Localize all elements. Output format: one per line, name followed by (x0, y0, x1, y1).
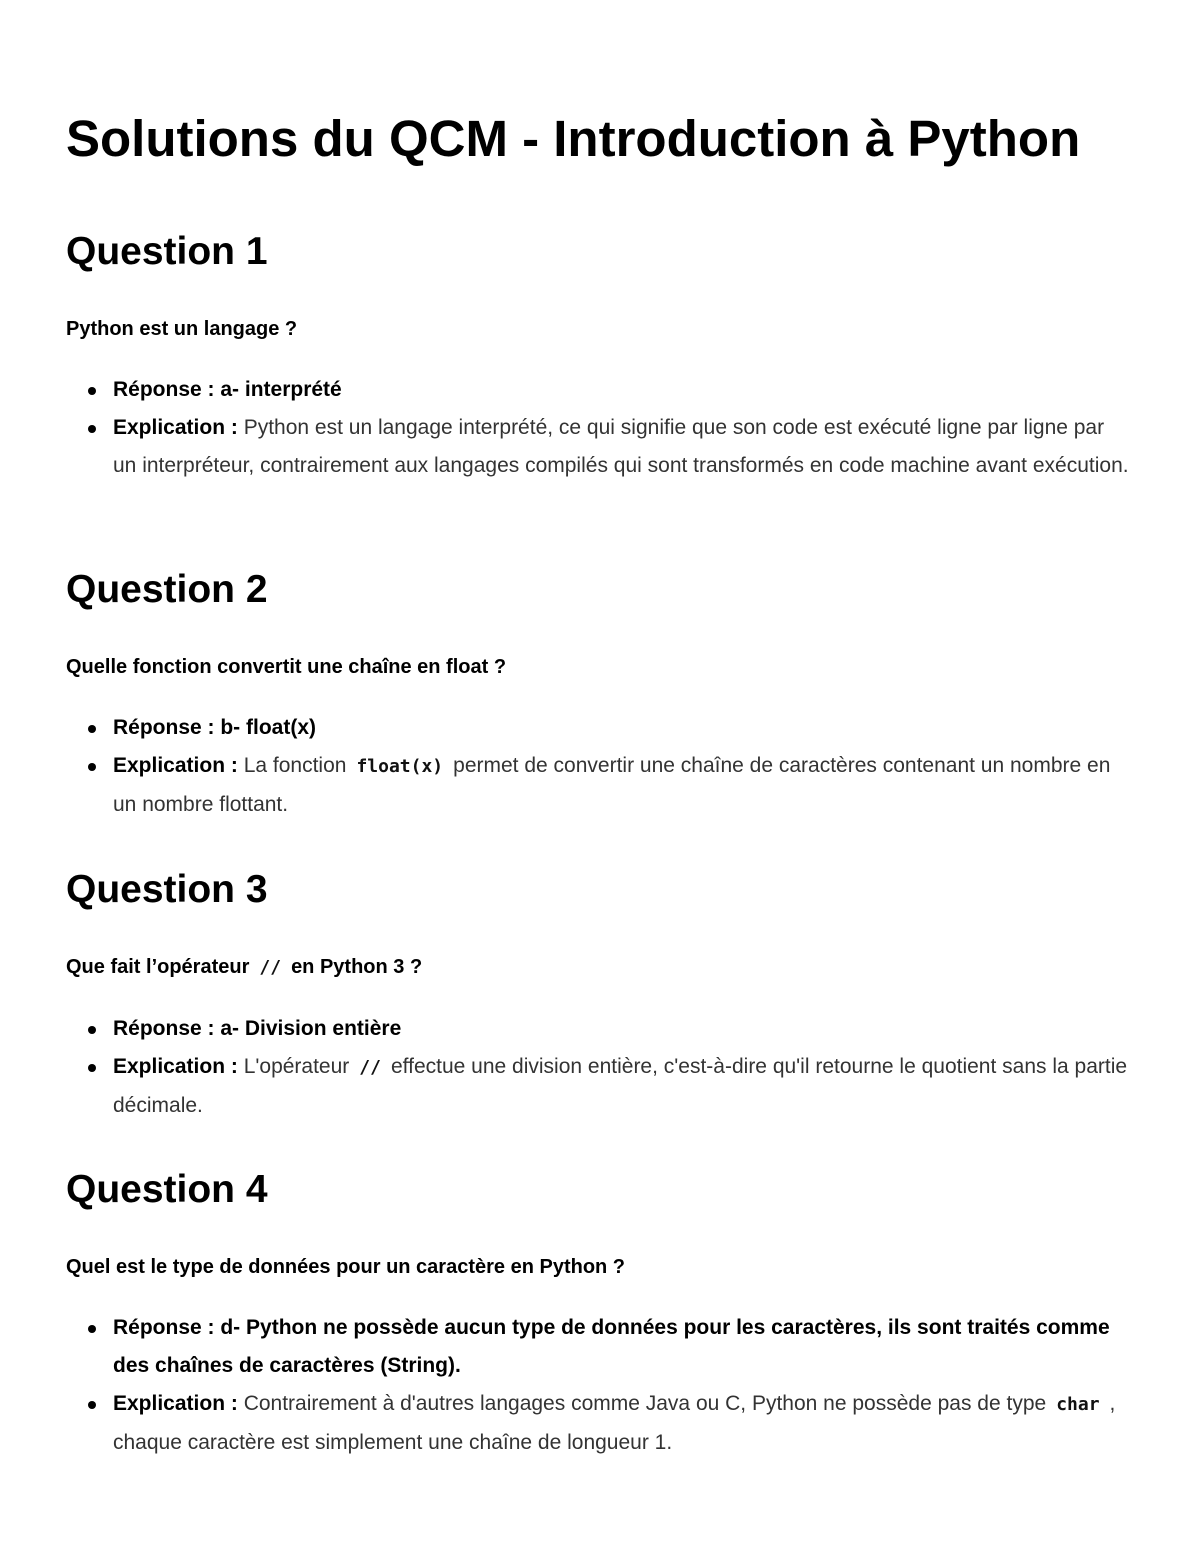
explanation-text-post: effectue une division entière, c'est-à-dire qu'il retourne le quotient sans la partie décimale. (113, 1055, 1128, 1117)
question-text: Quel est le type de données pour un caractère en Python ? (66, 1256, 626, 1278)
answer-label: Réponse : (113, 1017, 215, 1040)
inline-code: // (259, 957, 282, 978)
question-text: Python est un langage ? (66, 318, 298, 340)
explanation-text-pre: La fonction (243, 754, 347, 777)
answer-item (113, 1010, 1130, 1048)
explanation-item (113, 409, 1130, 485)
question-text-post: en Python 3 ? (291, 956, 423, 978)
explanation-label: Explication : (113, 754, 238, 777)
question-section-2 (66, 568, 1130, 824)
explanation-text-post: , chaque caractère est simplement une chaîne de longueur 1. (113, 1392, 1116, 1454)
question-text (66, 954, 1130, 981)
question-section-4 (66, 1168, 1130, 1462)
question-text: Quelle fonction convertit une chaîne en float ? (66, 656, 507, 678)
inline-code: // (359, 1057, 381, 1078)
question-section-3 (66, 868, 1130, 1125)
explanation-item (113, 1048, 1130, 1125)
answer-list (66, 1010, 1130, 1125)
question-text-pre: Que fait l’opérateur (66, 956, 250, 978)
question-section-1 (66, 230, 1130, 485)
answer-value: d- Python ne possède aucun type de données pour les caractères, ils sont traités comme des chaînes de caractères (String). (113, 1316, 1110, 1377)
question-heading: Question 2 (66, 568, 268, 611)
explanation-text-pre: L'opérateur (243, 1055, 350, 1078)
inline-code: float(x) (356, 756, 444, 777)
question-heading: Question 1 (66, 230, 268, 273)
answer-list (66, 1309, 1130, 1462)
answer-value: a- Division entière (220, 1017, 402, 1040)
explanation-label: Explication : (113, 416, 238, 439)
answer-label: Réponse : (113, 716, 215, 739)
answer-item (113, 371, 1130, 409)
question-heading: Question 4 (66, 1168, 268, 1211)
answer-list (66, 709, 1130, 824)
explanation-text-pre: Contrairement à d'autres langages comme Java ou C, Python ne possède pas de type (243, 1392, 1047, 1415)
answer-label: Réponse : (113, 1316, 215, 1339)
answer-item (113, 709, 1130, 747)
explanation-text-post: permet de convertir une chaîne de caractères contenant un nombre en un nombre flottant. (113, 754, 1111, 816)
inline-code: char (1056, 1394, 1100, 1415)
answer-label: Réponse : (113, 378, 215, 401)
explanation-label: Explication : (113, 1055, 238, 1078)
explanation-text: Python est un langage interprété, ce qui signifie que son code est exécuté ligne par ligne par un interpréteur, contrairement aux langages compilés qui sont transformés en code machine avant exécution. (113, 416, 1129, 477)
answer-value: a- interprété (220, 378, 342, 401)
explanation-label: Explication : (113, 1392, 238, 1415)
explanation-item (113, 1385, 1130, 1462)
answer-item (113, 1309, 1130, 1385)
answer-list (66, 371, 1130, 485)
question-heading: Question 3 (66, 868, 268, 911)
answer-value: b- float(x) (220, 716, 317, 739)
explanation-item (113, 747, 1130, 824)
page-title: Solutions du QCM - Introduction à Python (66, 110, 1081, 167)
